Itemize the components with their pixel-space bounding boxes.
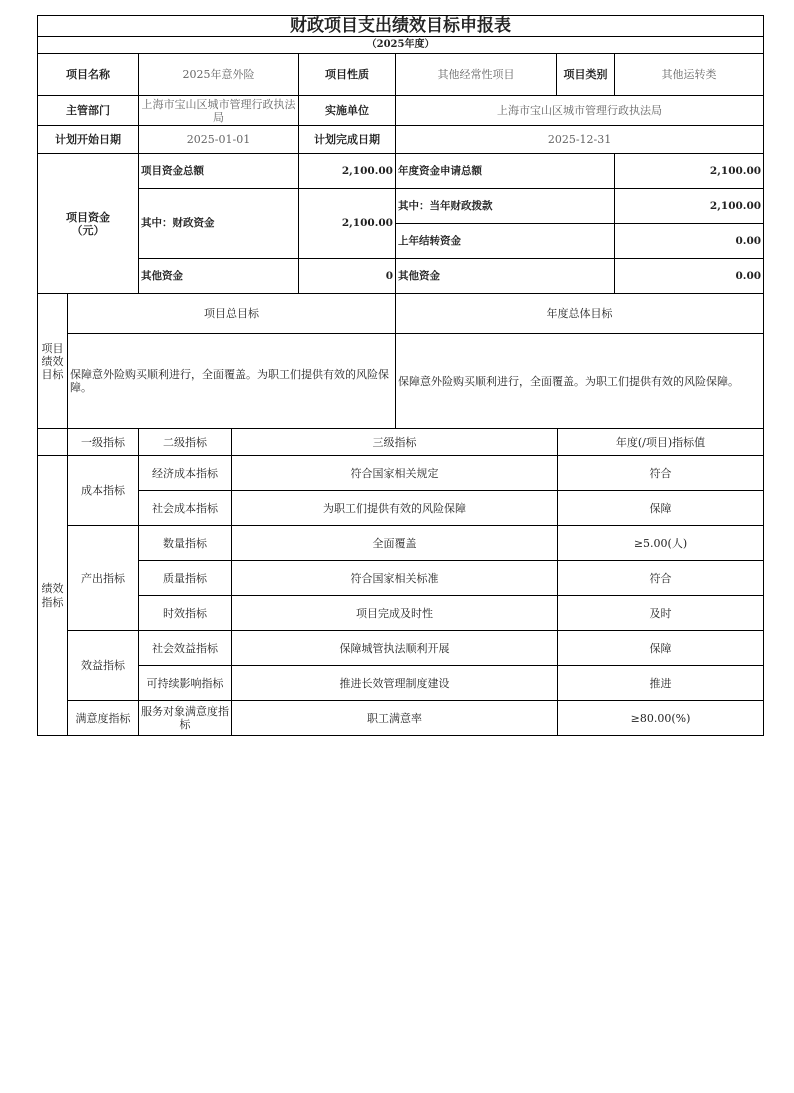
project-name-value: 2025年意外险 (139, 54, 299, 96)
impl-unit-value: 上海市宝山区城市管理行政执法局 (396, 96, 764, 126)
funds-current-label: 其中：当年财政拨款 (396, 189, 615, 224)
indicator-level2: 可持续影响指标 (139, 666, 232, 701)
indicator-value: 符合 (558, 456, 764, 491)
indicator-level2: 数量指标 (139, 526, 232, 561)
indicator-level3: 符合国家相关标准 (232, 561, 558, 596)
indicator-level3: 职工满意率 (232, 701, 558, 736)
indicator-level2: 社会成本指标 (139, 491, 232, 526)
header-level1: 一级指标 (68, 429, 139, 456)
info-table (37, 15, 764, 429)
overall-goal-text: 保障意外险购买顺利进行，全面覆盖。为职工们提供有效的风险保障。 (68, 334, 396, 429)
indicator-level3: 推进长效管理制度建设 (232, 666, 558, 701)
header-blank (38, 429, 68, 456)
indicator-row (38, 526, 764, 561)
funds-carryover-value: 0.00 (615, 224, 764, 259)
indicator-level2: 服务对象满意度指标 (139, 701, 232, 736)
funds-section-label: 项目资金 （元） (38, 154, 139, 294)
indicator-value: 符合 (558, 561, 764, 596)
indicators-section-label: 绩效指标 (38, 456, 68, 736)
indicator-level1: 效益指标 (68, 631, 139, 701)
dept-label: 主管部门 (38, 96, 139, 126)
indicator-level3: 保障城管执法顺利开展 (232, 631, 558, 666)
funds-other-label: 其他资金 (139, 259, 299, 294)
indicator-level2: 社会效益指标 (139, 631, 232, 666)
start-date-value: 2025-01-01 (139, 126, 299, 154)
project-nature-label: 项目性质 (299, 54, 396, 96)
project-nature-value: 其他经常性项目 (396, 54, 557, 96)
funds-total-value: 2,100.00 (299, 154, 396, 189)
indicator-level2: 经济成本指标 (139, 456, 232, 491)
header-level3: 三级指标 (232, 429, 558, 456)
indicator-level1: 产出指标 (68, 526, 139, 631)
form-sheet (37, 15, 763, 736)
indicator-level2: 时效指标 (139, 596, 232, 631)
funds-other-value: 0 (299, 259, 396, 294)
indicator-level3: 符合国家相关规定 (232, 456, 558, 491)
funds-fiscal-label: 其中：财政资金 (139, 189, 299, 259)
dept-value: 上海市宝山区城市管理行政执法局 (139, 96, 299, 126)
annual-goal-header: 年度总体目标 (396, 294, 764, 334)
start-date-label: 计划开始日期 (38, 126, 139, 154)
indicator-level2: 质量指标 (139, 561, 232, 596)
project-name-label: 项目名称 (38, 54, 139, 96)
impl-unit-label: 实施单位 (299, 96, 396, 126)
indicator-row (38, 596, 764, 631)
funds-carryover-label: 上年结转资金 (396, 224, 615, 259)
project-category-value: 其他运转类 (615, 54, 764, 96)
indicator-row (38, 456, 764, 491)
header-value: 年度(/项目)指标值 (558, 429, 764, 456)
funds-fiscal-value: 2,100.00 (299, 189, 396, 259)
indicator-row (38, 561, 764, 596)
indicator-value: ≥80.00(%) (558, 701, 764, 736)
indicator-row (38, 491, 764, 526)
funds-current-value: 2,100.00 (615, 189, 764, 224)
end-date-label: 计划完成日期 (299, 126, 396, 154)
indicators-header-row (38, 429, 764, 456)
end-date-value: 2025-12-31 (396, 126, 764, 154)
funds-annual-label: 年度资金申请总额 (396, 154, 615, 189)
funds-annual-value: 2,100.00 (615, 154, 764, 189)
indicator-level3: 项目完成及时性 (232, 596, 558, 631)
indicator-value: ≥5.00(人) (558, 526, 764, 561)
funds-other2-label: 其他资金 (396, 259, 615, 294)
annual-goal-text: 保障意外险购买顺利进行，全面覆盖。为职工们提供有效的风险保障。 (396, 334, 764, 429)
indicator-row (38, 666, 764, 701)
indicators-table (37, 428, 764, 736)
indicator-value: 推进 (558, 666, 764, 701)
indicator-row (38, 701, 764, 736)
header-level2: 二级指标 (139, 429, 232, 456)
indicator-level3: 全面覆盖 (232, 526, 558, 561)
form-year: （2025年度） (38, 37, 764, 54)
funds-other2-value: 0.00 (615, 259, 764, 294)
indicator-value: 保障 (558, 631, 764, 666)
project-category-label: 项目类别 (557, 54, 615, 96)
indicator-value: 及时 (558, 596, 764, 631)
goals-section-label: 项目绩效目标 (38, 294, 68, 429)
indicator-level3: 为职工们提供有效的风险保障 (232, 491, 558, 526)
overall-goal-header: 项目总目标 (68, 294, 396, 334)
indicator-value: 保障 (558, 491, 764, 526)
indicator-level1: 成本指标 (68, 456, 139, 526)
indicator-level1: 满意度指标 (68, 701, 139, 736)
form-title: 财政项目支出绩效目标申报表 (38, 16, 764, 37)
indicator-row (38, 631, 764, 666)
funds-total-label: 项目资金总额 (139, 154, 299, 189)
